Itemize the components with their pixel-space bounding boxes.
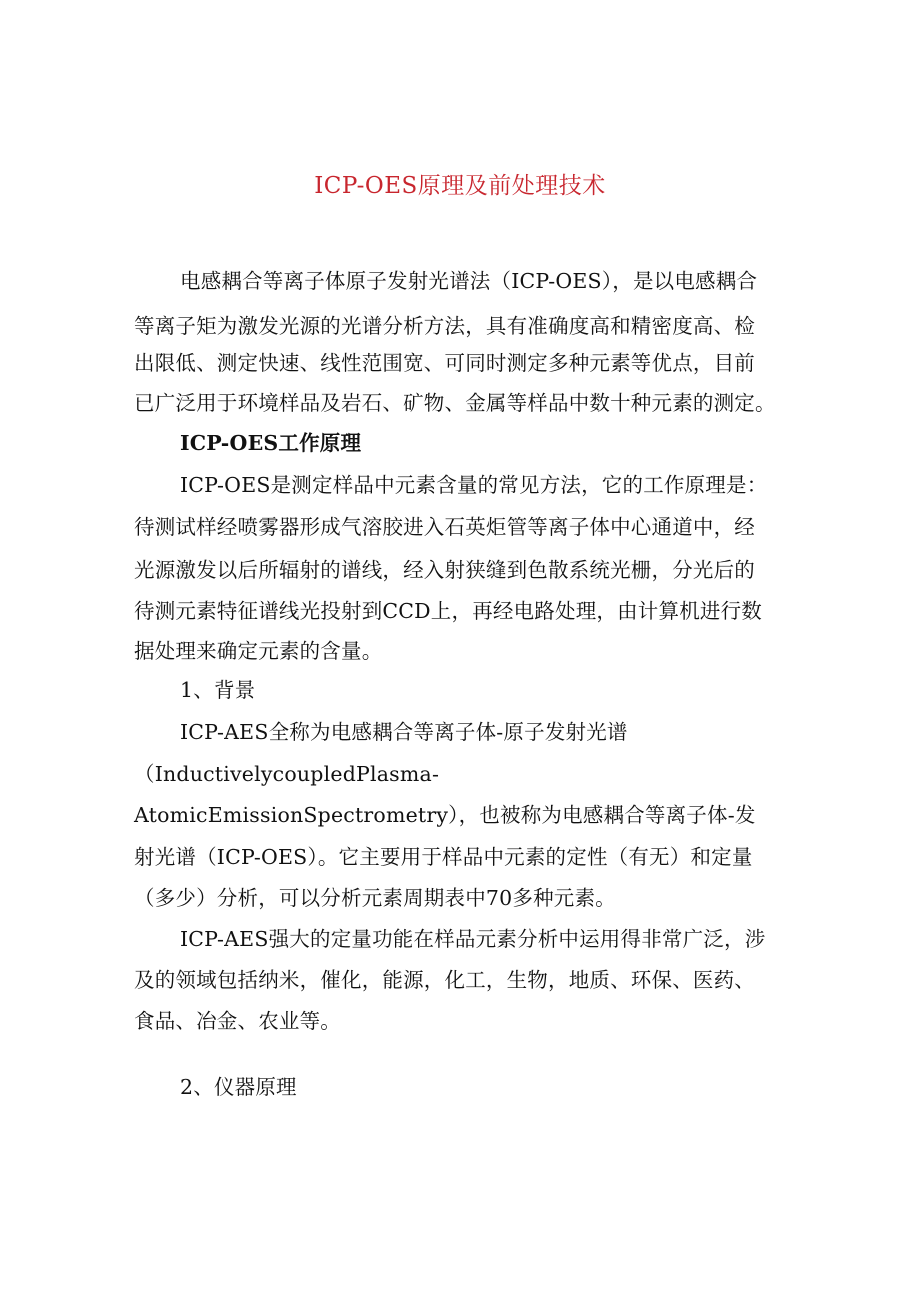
- principle-line-2: 待测试样经喷雾器形成气溶胶进入石英炬管等离子体中心通道中，经: [134, 515, 755, 539]
- background-line-5: （多少）分析，可以分析元素周期表中70多种元素。: [134, 886, 616, 910]
- intro-line-2: 等离子矩为激发光源的光谱分析方法，具有准确度高和精密度高、检: [134, 314, 755, 338]
- background-line-1: ICP-AES全称为电感耦合等离子体-原子发射光谱: [180, 720, 628, 744]
- heading-principle: ICP-OES工作原理: [180, 431, 362, 455]
- principle-line-4: 待测元素特征谱线光投射到CCD上，再经电路处理，由计算机进行数: [134, 599, 763, 623]
- principle-line-1: ICP-OES是测定样品中元素含量的常见方法，它的工作原理是：: [180, 473, 768, 497]
- principle-line-5: 据处理来确定元素的含量。: [134, 639, 383, 663]
- intro-line-3: 出限低、测定快速、线性范围宽、可同时测定多种元素等优点，目前: [134, 351, 755, 375]
- intro-line-1: 电感耦合等离子体原子发射光谱法（ICP-OES），是以电感耦合: [180, 269, 758, 293]
- background-line-3: AtomicEmissionSpectrometry），也被称为电感耦合等离子体-发: [134, 803, 756, 827]
- applications-line-2: 及的领域包括纳米，催化，能源，化工，生物，地质、环保、医药、: [134, 968, 755, 992]
- background-line-4: 射光谱（ICP-OES）。它主要用于样品中元素的定性（有无）和定量: [134, 845, 753, 869]
- heading-background: 1、背景: [180, 678, 256, 702]
- background-line-2: （InductivelycoupledPlasma-: [134, 762, 440, 786]
- intro-line-4: 已广泛用于环境样品及岩石、矿物、金属等样品中数十种元素的测定。: [134, 391, 776, 415]
- heading-instrument: 2、仪器原理: [180, 1075, 297, 1099]
- principle-line-3: 光源激发以后所辐射的谱线，经入射狭缝到色散系统光栅，分光后的: [134, 558, 755, 582]
- document-title: ICP-OES原理及前处理技术: [314, 173, 606, 199]
- applications-line-3: 食品、冶金、农业等。: [134, 1009, 341, 1033]
- applications-line-1: ICP-AES强大的定量功能在样品元素分析中运用得非常广泛，涉: [180, 927, 766, 951]
